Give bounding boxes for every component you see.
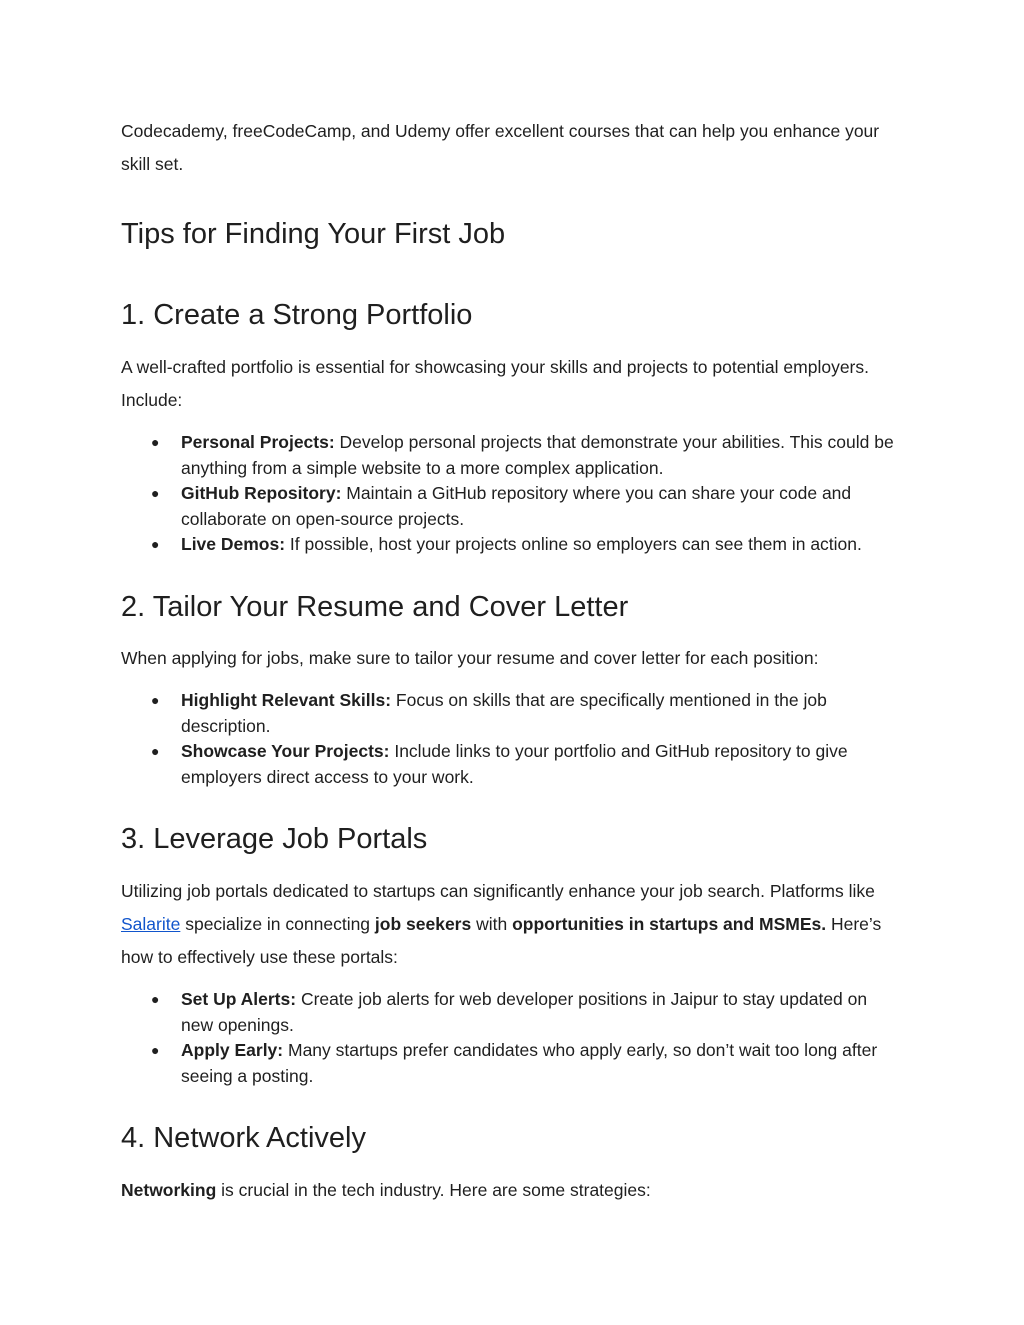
bullet-icon: ● <box>151 692 160 708</box>
salarite-link[interactable]: Salarite <box>121 914 181 934</box>
item-label: Apply Early: <box>181 1040 284 1060</box>
intro-paragraph: Codecademy, freeCodeCamp, and Udemy offer excellent courses that can help you enhance your skill set. <box>121 121 880 174</box>
item-text: Create job alerts for web developer positions in Jaipur to stay updated on new openings. <box>181 989 868 1035</box>
item-text: Develop personal projects that demonstrate your abilities. This could be anything from a simple website to a more complex application. <box>181 432 894 478</box>
bullet-icon: ● <box>151 536 160 552</box>
list-item <box>121 987 901 1038</box>
resume-intro: When applying for jobs, make sure to tailor your resume and cover letter for each position: <box>121 648 819 668</box>
page-title: Tips for Finding Your First Job <box>121 218 506 250</box>
section-heading-resume: 2. Tailor Your Resume and Cover Letter <box>121 591 629 623</box>
network-intro-text: is crucial in the tech industry. Here are some strategies: <box>216 1180 651 1200</box>
portals-intro-text: Utilizing job portals dedicated to startups can significantly enhance your job search. Platforms like <box>121 881 875 901</box>
item-label: Highlight Relevant Skills: <box>181 690 392 710</box>
section-heading-network: 4. Network Actively <box>121 1122 366 1154</box>
portals-intro <box>121 875 901 974</box>
item-label: Personal Projects: <box>181 432 335 452</box>
item-label: Live Demos: <box>181 534 286 554</box>
section-heading-portfolio: 1. Create a Strong Portfolio <box>121 299 473 331</box>
list-item <box>121 481 901 532</box>
network-intro <box>121 1174 901 1207</box>
bullet-icon: ● <box>151 743 160 759</box>
portals-intro-text: with <box>471 914 513 934</box>
item-text: If possible, host your projects online so employers can see them in action. <box>285 534 862 554</box>
resume-list <box>121 688 901 790</box>
section-heading-portals: 3. Leverage Job Portals <box>121 823 428 855</box>
bold-text: Networking <box>121 1180 217 1200</box>
list-item <box>121 688 901 739</box>
list-item <box>121 1038 901 1089</box>
item-label: Showcase Your Projects: <box>181 741 390 761</box>
portals-list <box>121 987 901 1089</box>
bullet-icon: ● <box>151 434 160 450</box>
bold-text: opportunities in startups and MSMEs. <box>512 914 827 934</box>
portfolio-intro: A well-crafted portfolio is essential for showcasing your skills and projects to potential employers. Include: <box>121 357 869 410</box>
bullet-icon: ● <box>151 1042 160 1058</box>
bullet-icon: ● <box>151 991 160 1007</box>
portals-intro-text: specialize in connecting <box>180 914 375 934</box>
list-item <box>121 430 901 481</box>
item-label: Set Up Alerts: <box>181 989 297 1009</box>
list-item <box>121 739 901 790</box>
portals-intro-text: Here’s how to effectively use these portals: <box>121 914 882 967</box>
item-label: GitHub Repository: <box>181 483 342 503</box>
portfolio-list <box>121 430 901 558</box>
item-text: Many startups prefer candidates who apply early, so don’t wait too long after seeing a posting. <box>181 1040 878 1086</box>
item-text: Maintain a GitHub repository where you can share your code and collaborate on open-source projects. <box>181 483 852 529</box>
list-item <box>121 532 901 558</box>
bold-text: job seekers <box>374 914 472 934</box>
item-text: Focus on skills that are specifically mentioned in the job description. <box>181 690 827 736</box>
bullet-icon: ● <box>151 485 160 501</box>
item-text: Include links to your portfolio and GitHub repository to give employers direct access to your work. <box>181 741 848 787</box>
